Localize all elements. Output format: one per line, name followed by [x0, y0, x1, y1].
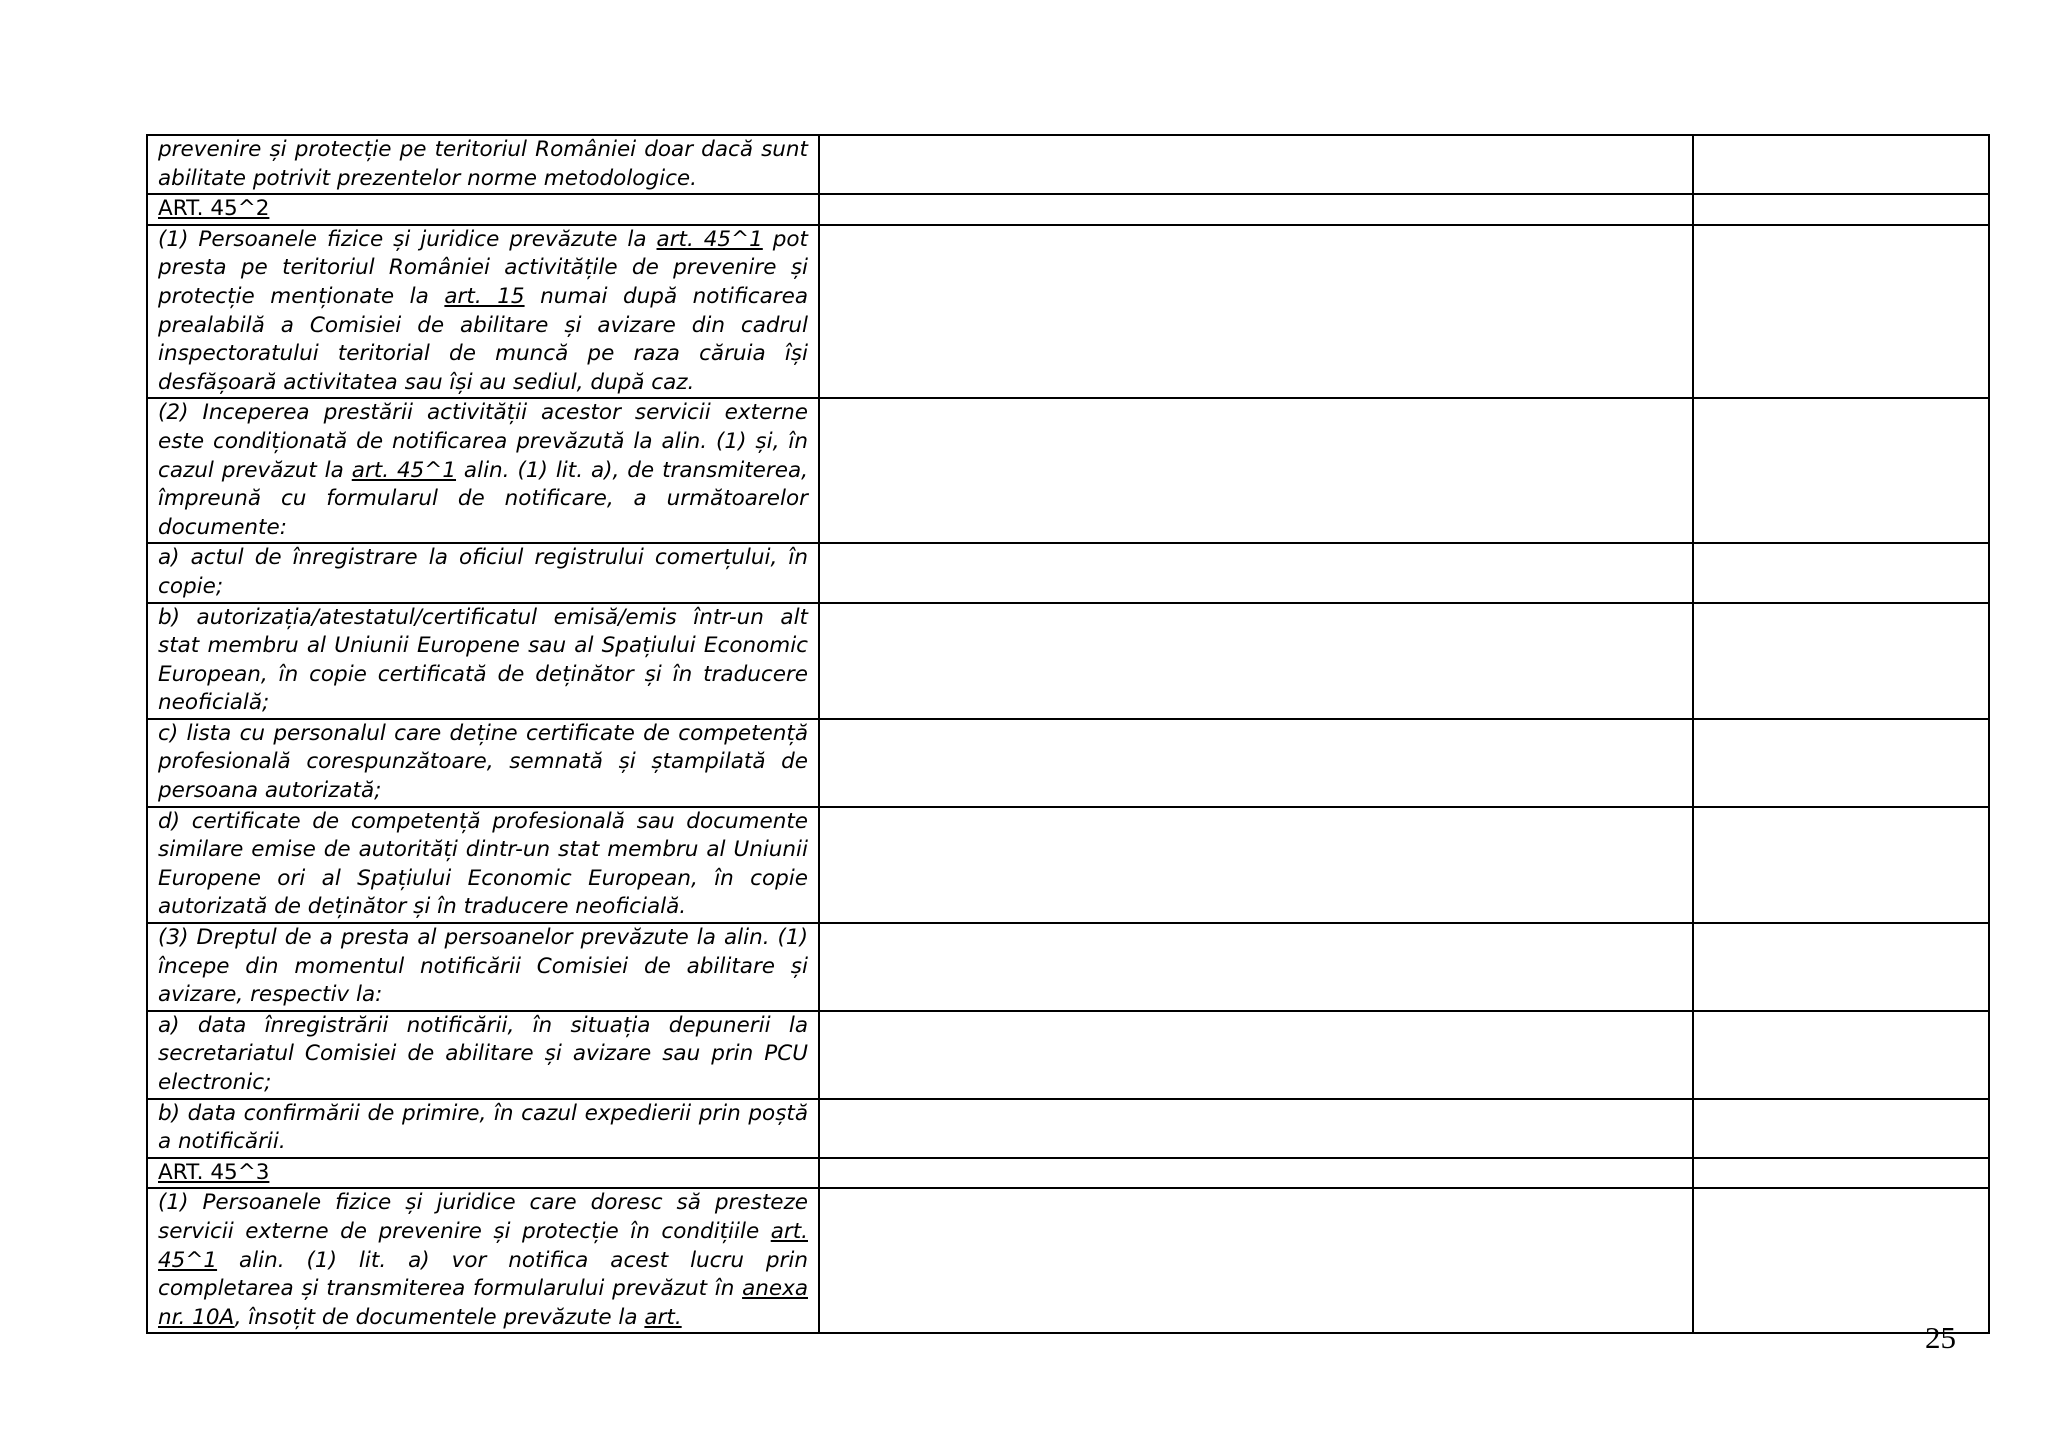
empty-cell-right [1693, 1158, 1989, 1189]
empty-cell-right [1693, 1188, 1989, 1333]
article-heading: ART. 45^3 [158, 1159, 270, 1185]
article-reference: art. [644, 1304, 682, 1330]
empty-cell-right [1693, 225, 1989, 399]
provision-text-cell [147, 1011, 819, 1099]
text-segment: d) certificate de competență profesională sau documente similare emise de autorități dintr-un stat membru al Uniunii Europene ori al Spațiului Economic European, în copie autorizată de deținător și în traducere neoficială. [158, 808, 808, 920]
provision-text-cell [147, 807, 819, 923]
text-segment: b) autorizația/atestatul/certificatul emisă/emis într-un alt stat membru al Uniunii Europene sau al Spațiului Economic European, în copie certificată de deținător și în traducere neoficială; [158, 604, 808, 716]
table-body [147, 135, 1989, 1333]
table-row [147, 807, 1989, 923]
text-segment: , însoțit de documentele prevăzute la [234, 1304, 645, 1330]
provision-text-cell [147, 1188, 819, 1333]
article-reference: art. 45^1 [158, 1218, 808, 1273]
empty-cell-middle [819, 719, 1693, 807]
article-reference: art. 45^1 [656, 226, 763, 252]
text-segment: numai după notificarea prealabilă a Comisiei de abilitare și avizare din cadrul inspectoratului teritorial de muncă pe raza căruia își desfășoară activitatea sau își au sediul, după caz. [158, 283, 808, 395]
text-segment: alin. (1) lit. a), de transmiterea, împreună cu formularul de notificare, a următoarelor documente: [158, 457, 808, 540]
text-segment: pot presta pe teritoriul României activitățile de prevenire și protecție menționate la [158, 226, 808, 309]
table-row [147, 398, 1989, 543]
empty-cell-middle [819, 1158, 1693, 1189]
empty-cell-middle [819, 398, 1693, 543]
text-segment: a) actul de înregistrare la oficiul registrului comerțului, în copie; [158, 545, 808, 599]
provision-text-cell [147, 719, 819, 807]
empty-cell-right [1693, 807, 1989, 923]
provision-text-cell [147, 398, 819, 543]
article-heading: ART. 45^2 [158, 196, 270, 222]
empty-cell-right [1693, 1011, 1989, 1099]
table-row [147, 603, 1989, 719]
article-reference: art. 15 [444, 283, 525, 309]
provision-text-cell [147, 543, 819, 602]
table-row [147, 543, 1989, 602]
text-segment: prevenire și protecție pe teritoriul României doar dacă sunt abilitate potrivit prezentelor norme metodologice. [158, 137, 808, 191]
text-segment: (3) Dreptul de a presta al persoanelor prevăzute la alin. (1) începe din momentul notificării Comisiei de abilitare și avizare, respectiv la: [158, 925, 808, 1008]
empty-cell-right [1693, 135, 1989, 194]
empty-cell-right [1693, 1099, 1989, 1158]
provision-text-cell [147, 225, 819, 399]
table-row [147, 1158, 1989, 1189]
empty-cell-right [1693, 923, 1989, 1011]
table-row [147, 1188, 1989, 1333]
table-row [147, 225, 1989, 399]
article-heading-cell [147, 194, 819, 225]
table-row [147, 1099, 1989, 1158]
text-segment: alin. (1) lit. a) vor notifica acest lucru prin completarea și transmiterea formularului prevăzut în [158, 1247, 808, 1302]
table-row [147, 194, 1989, 225]
article-reference: anexa nr. 10A [158, 1276, 808, 1330]
empty-cell-right [1693, 398, 1989, 543]
empty-cell-right [1693, 603, 1989, 719]
empty-cell-right [1693, 543, 1989, 602]
provision-text-cell [147, 1099, 819, 1158]
table-row [147, 135, 1989, 194]
article-reference: art. 45^1 [351, 457, 457, 483]
table-row [147, 1011, 1989, 1099]
empty-cell-middle [819, 1011, 1693, 1099]
empty-cell-right [1693, 194, 1989, 225]
empty-cell-middle [819, 1188, 1693, 1333]
document-table [146, 134, 1990, 1334]
empty-cell-middle [819, 1099, 1693, 1158]
empty-cell-middle [819, 543, 1693, 602]
article-heading-cell [147, 1158, 819, 1189]
table-row [147, 923, 1989, 1011]
text-segment: (1) Persoanele fizice și juridice care doresc să presteze servicii externe de prevenire și protecție în condițiile [158, 1190, 808, 1244]
empty-cell-right [1693, 719, 1989, 807]
empty-cell-middle [819, 194, 1693, 225]
provision-text-cell [147, 923, 819, 1011]
empty-cell-middle [819, 225, 1693, 399]
text-segment: b) data confirmării de primire, în cazul expedierii prin poștă a notificării. [158, 1100, 808, 1155]
empty-cell-middle [819, 603, 1693, 719]
empty-cell-middle [819, 135, 1693, 194]
provision-text-cell [147, 135, 819, 194]
provision-text-cell [147, 603, 819, 719]
page-number: 25 [1925, 1320, 1956, 1355]
empty-cell-middle [819, 807, 1693, 923]
text-segment: a) data înregistrării notificării, în situația depunerii la secretariatul Comisiei de abilitare și avizare sau prin PCU electronic; [158, 1012, 808, 1095]
table-row [147, 719, 1989, 807]
text-segment: (1) Persoanele fizice și juridice prevăzute la [158, 226, 657, 252]
empty-cell-middle [819, 923, 1693, 1011]
text-segment: (2) Inceperea prestării activității acestor servicii externe este condiționată de notificarea prevăzută la alin. (1) și, în cazul prevăzut la [158, 400, 808, 483]
text-segment: c) lista cu personalul care deține certificate de competență profesională corespunzătoare, semnată și ștampilată de persoana autorizată; [158, 720, 808, 804]
